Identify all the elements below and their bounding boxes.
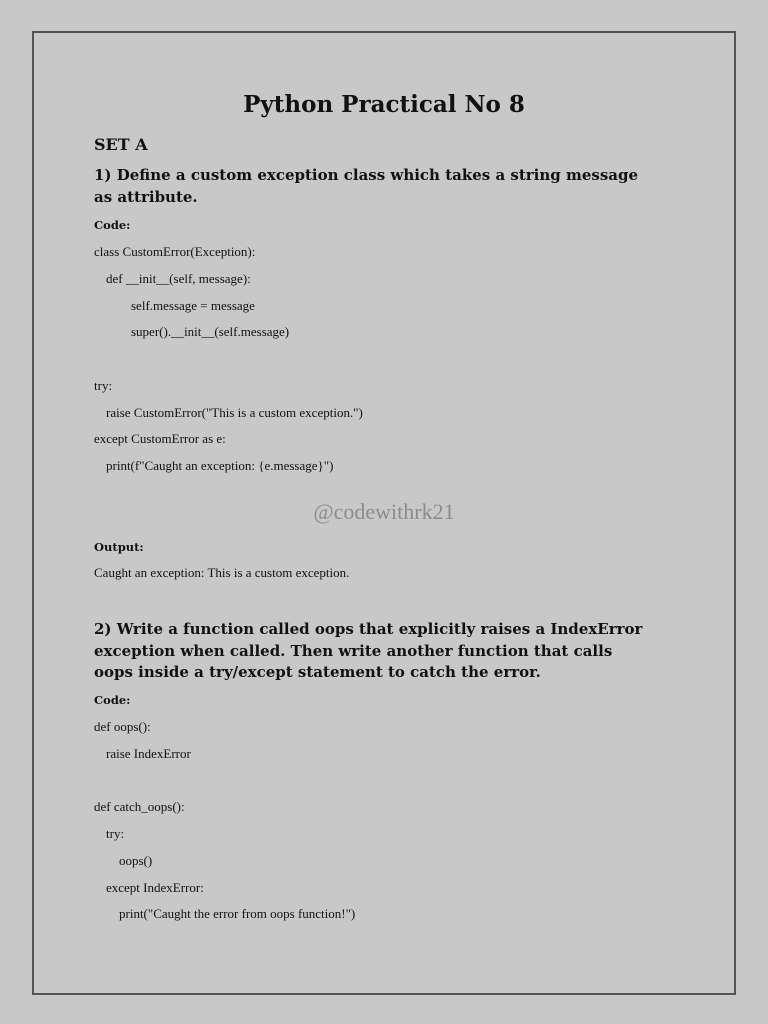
code-line: raise CustomError("This is a custom exception.") [106, 405, 363, 420]
code-line: except CustomError as e: [94, 431, 226, 446]
code-line: oops() [119, 853, 153, 868]
code-line: def oops(): [94, 719, 151, 734]
code-line: except IndexError: [106, 880, 204, 895]
code-line: class CustomError(Exception): [94, 244, 256, 259]
document-page [32, 31, 736, 995]
output-text-1: Caught an exception: This is a custom exception. [94, 565, 350, 580]
question-2: 2) Write a function called oops that explicitly raises a IndexError exception when called. Then write another function that calls oops inside a try/except statement to catch the error. [94, 620, 643, 681]
code-line: print("Caught the error from oops function!") [119, 906, 356, 921]
question-1: 1) Define a custom exception class which takes a string message as attribute. [94, 166, 639, 206]
output-label-1: Output: [94, 540, 144, 554]
code-line: self.message = message [131, 298, 255, 313]
code-label-1: Code: [94, 218, 131, 232]
code-line: print(f"Caught an exception: {e.message}") [106, 458, 334, 473]
code-line: try: [106, 826, 125, 841]
page-title: Python Practical No 8 [243, 91, 525, 118]
code-line: def catch_oops(): [94, 799, 185, 814]
code-line: raise IndexError [106, 746, 191, 761]
code-line: super().__init__(self.message) [131, 324, 290, 339]
code-label-2: Code: [94, 693, 131, 707]
watermark: @codewithrk21 [313, 499, 455, 524]
set-label: SET A [94, 135, 148, 154]
code-line: try: [94, 378, 113, 393]
code-line: def __init__(self, message): [106, 271, 251, 286]
